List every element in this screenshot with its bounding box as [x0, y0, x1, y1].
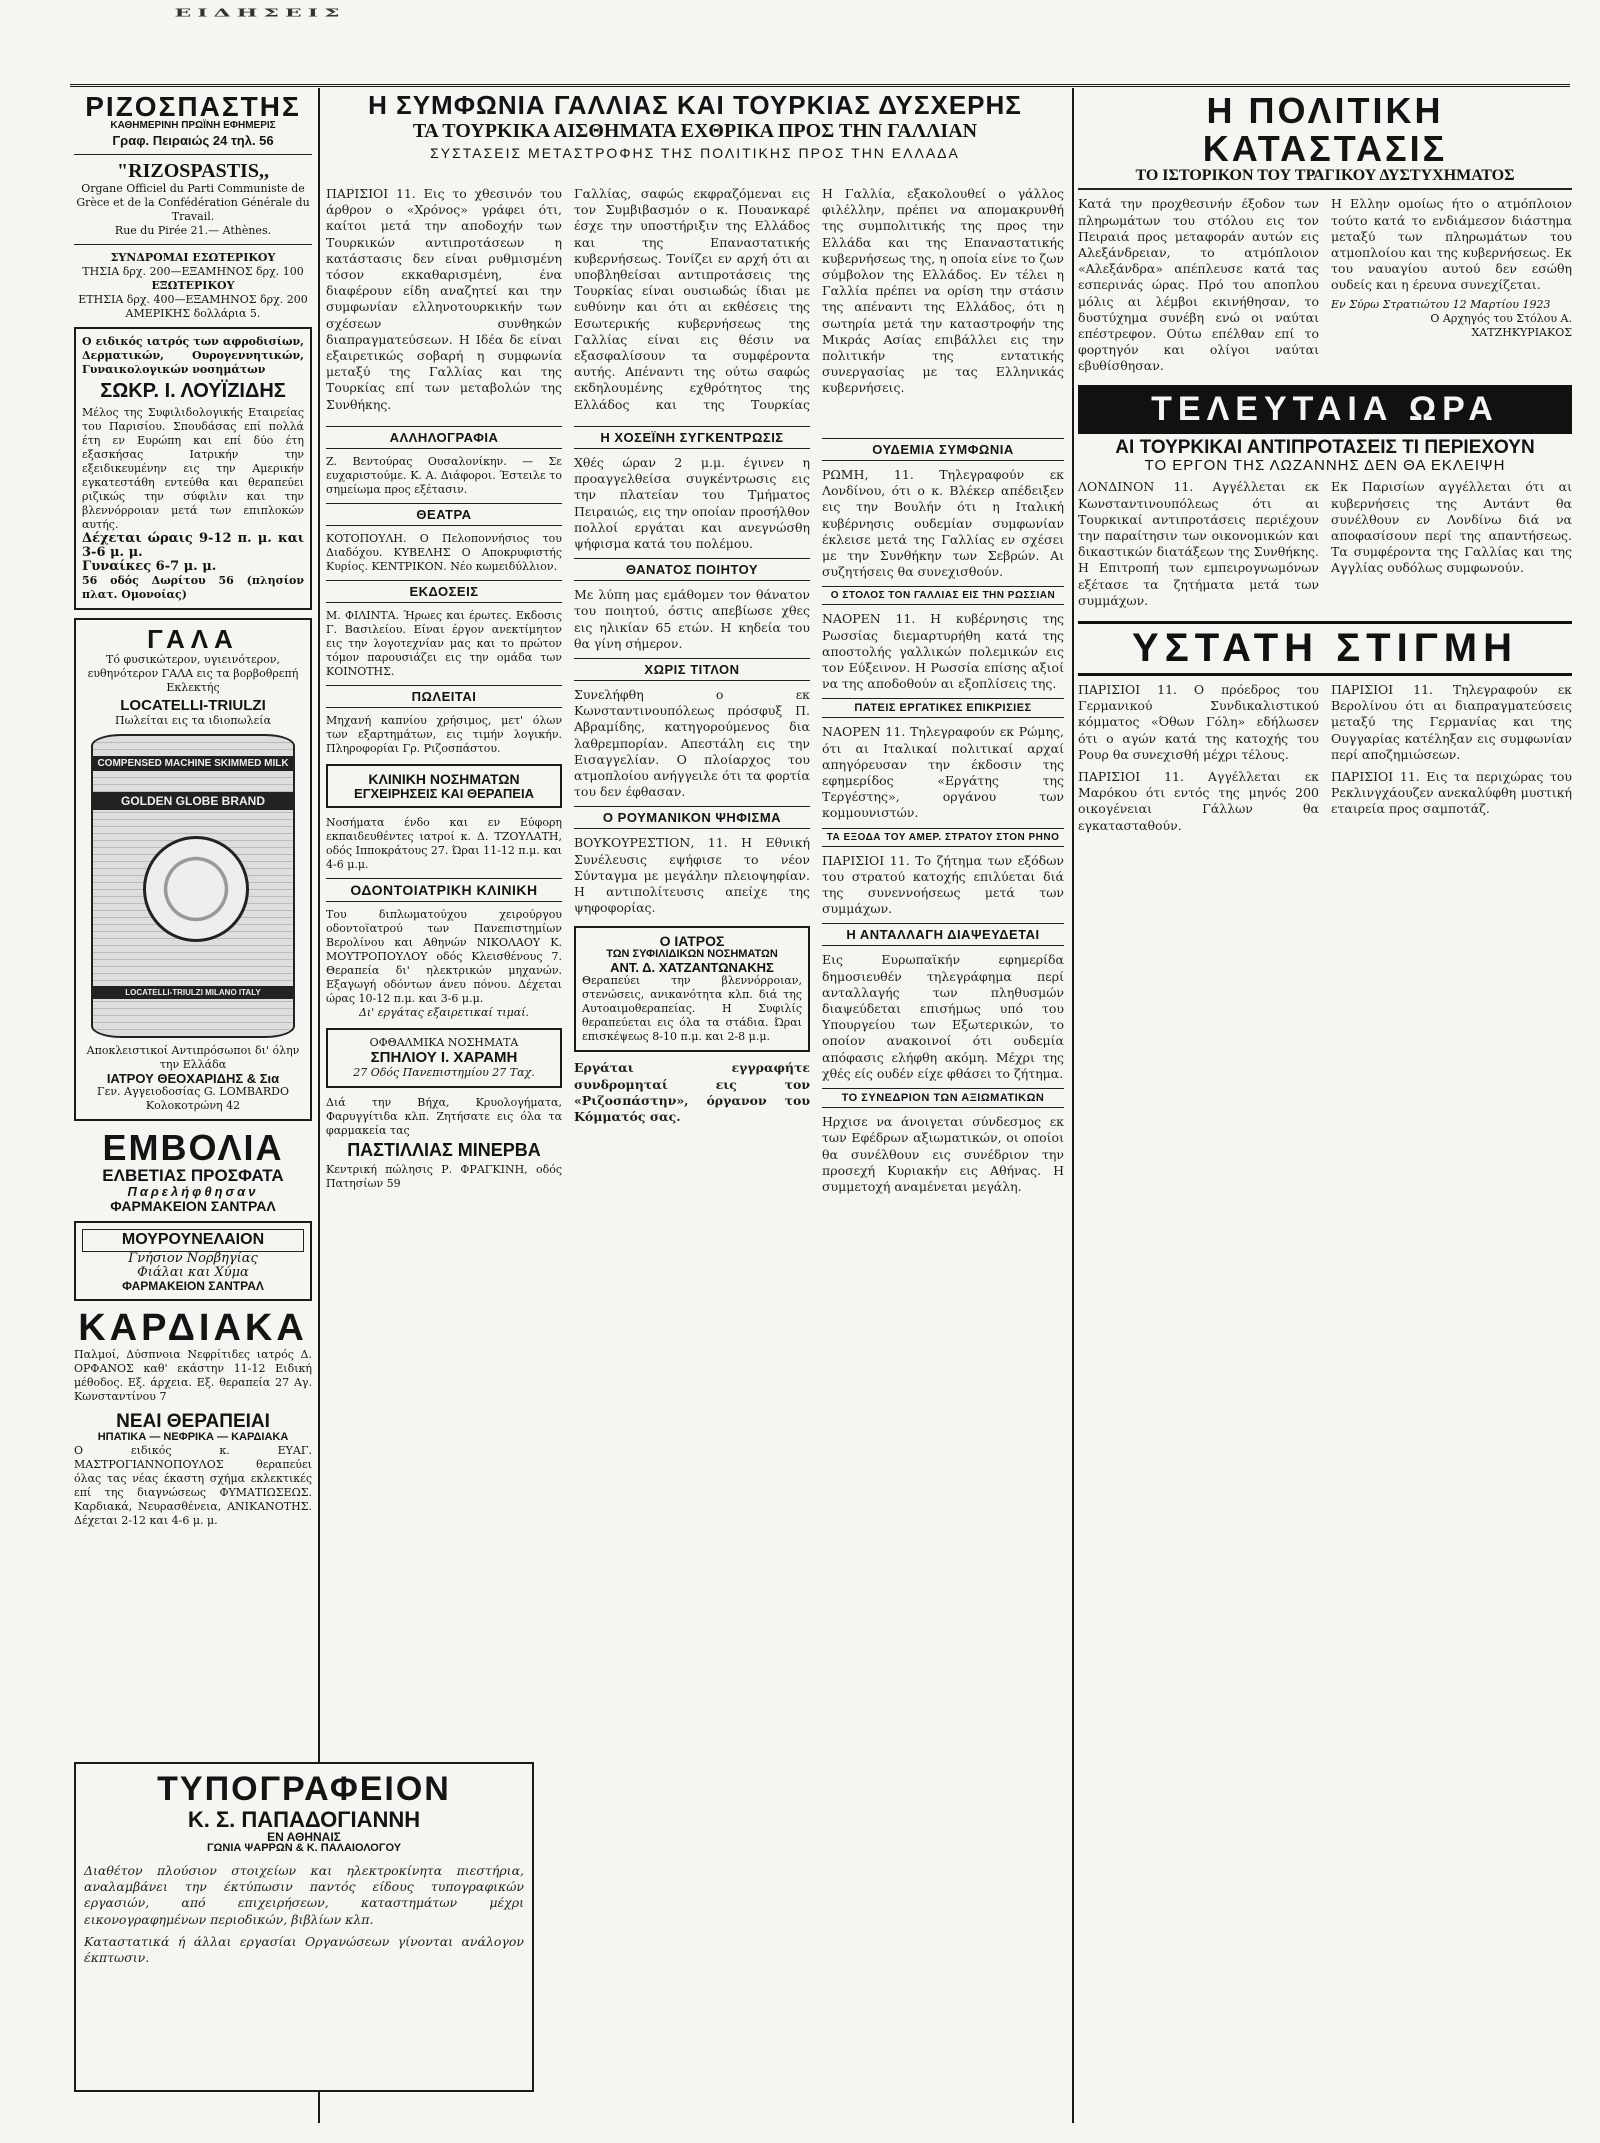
- politics-text-col1: Κατά την προχθεσινήν έξοδον των πληρωμάτων του στόλου εις τον Πειραιά προς μεταφοράν αυτών εις Αλεξάνδρειαν, το ατμόπλοιον «Αλεξάνδρα» απέπλευσε κατά τας εσπερινάς ώρας. Πρό του αποπλου μόλις αι λέμβοι εκινήθησαν, το δυστύχημα συνέβη ενώ οι ναύται επέστρεφον. Ούτω επέλθαν επί το φορτηγόν και ολίγοι ναύται εβυθίσθησαν.: [1078, 196, 1319, 374]
- poleitai-text: Μηχανή καπνίου χρήσιμος, μετ' όλων των εξαρτημάτων, εις τιμήν λογικήν. Πληροφορίαι Γρ. Ριζοσπάστου.: [326, 714, 562, 755]
- mourounelaion-ad: [74, 1221, 312, 1300]
- alilografia-text: Ζ. Βεντούρας Ουσαλονίκην. — Σε ευχαριστούμε. Κ. Α. Διάφοροι. Έστειλε το σημείωμα προς εξέτασιν.: [326, 455, 562, 496]
- doctor-ad: [74, 327, 312, 610]
- typography-footer: Καταστατικά ή άλλαι εργασίαι Οργανώσεων γίνονται ανάλογον έκπτωσιν.: [84, 1933, 524, 1965]
- globe-icon: [143, 836, 249, 942]
- pastilles-title: ΠΑΣΤΙΛΛΙΑΣ ΜΙΝΕΡΒΑ: [347, 1140, 541, 1161]
- section-oudemia: ΟΥΔΕΜΙΑ ΣΥΜΦΩΝΙΑ: [822, 438, 1064, 461]
- section-ekdoseis: ΕΚΔΟΣΕΙΣ: [326, 580, 562, 603]
- synedrion-text: Ηρχισε να άνοιγεται σύνδεσμος εκ των Εφέδρων αξιωματικών, οι οποίοι θα συνέλθουν εις συνέδριον την προσεχή Κυριακήν εις Αθήνας. Η συμμετοχή αναμένεται μεγάλη.: [822, 1114, 1064, 1194]
- kardiaka-text: Παλμοί, Δύσπνοια Νεφρίτιδες ιατρός Δ. ΟΡΦΑΝΟΣ καθ' εκάστην 11-12 Ειδική μέθοδος. Εξ. άρχεια. Εξ. θεραπεία 27 Αγ. Κωνσταντίνου 7: [74, 1348, 312, 1404]
- stolos-text: ΝΑΟΡΕΝ 11. Η κυβέρνησις της Ρωσσίας διεμαρτυρήθη κατά της αποστολής γαλλικών πολεμικών εις τον Εύξεινον. Η Ρωσσία επίσης αξιοί να της αποδοθούν αι εξοπλίσεις της.: [822, 611, 1064, 692]
- ekdoseis-text: Μ. ΦΙΛΙΝΤΑ. Ήρωες και έρωτες. Εκδοσις Γ. Βασιλείου. Είναι έργον ανεκτίμητον εις την λογοτεχνίαν μας και το πρώτον τόμον παρουσιάζει εις την ομάδα των ΚΟΙΝΟΤΗΣ.: [326, 609, 562, 678]
- teleutaia-ora-subtitle-2: ΤΟ ΕΡΓΟΝ ΤΗΣ ΛΩΖΑΝΝΗΣ ΔΕΝ ΘΑ ΕΚΛΕΙΨΗ: [1144, 456, 1506, 474]
- theatra-text: ΚΟΤΟΠΟΥΛΗ. Ο Πελοποννήσιος του Διαδόχου. ΚΥΒΕΛΗΣ Ο Αποκρυφιστής Κυρίος. ΚΕΝΤΡΙΚΟΝ. Νέο κωμειδύλλιον.: [326, 532, 562, 573]
- section-thanatos: ΘΑΝΑΤΟΣ ΠΟΙΗΤΟΥ: [574, 558, 810, 581]
- mourounelaion-title: ΜΟΥΡΟΥΝΕΛΑΙΟΝ: [82, 1229, 304, 1252]
- mourounelaion-subtitle: Γνήσιον Νορβηγίας: [128, 1250, 258, 1266]
- milk-brand: LOCATELLI-TRIULZI: [120, 696, 266, 714]
- paper-address: Γραφ. Πειραιώς 24 τηλ. 56: [112, 132, 274, 148]
- xoris-text: Συνελήφθη ο εκ Κωνσταντινουπόλεως πρόσφυξ Π. Αβραμίδης, κατηγορούμενος δια λαθρεμπορίαν. Απεστάλη εις την Εισαγγελίαν. Ο πλοίαρχος του ατμοπλοίου ανήγγειλε ότι τα φορτία του δεν έφθασαν.: [574, 687, 810, 800]
- column-divider: [1072, 88, 1074, 2123]
- can-label-mid: GOLDEN GLOBE BRAND: [93, 792, 293, 810]
- odonto-text: Του διπλωματούχου χειρούργου οδοντοϊατρού των Πανεπιστημίων Βερολίνου και Αθηνών ΝΙΚΟΛΑΟΥ Κ. ΜΟΥΤΡΟΠΟΥΛΟΥ οδός Κλεισθένους 7. Θεραπεία δι' ηλεκτρικών μηχανών. Εξαγωγή οδόντων άνευ πόνου. Δέχεται ώρας 10-12 π.μ. και 3-6 μ.μ.: [326, 908, 562, 1006]
- embolia-received: Παρελήφθησαν: [127, 1183, 259, 1199]
- antallagh-text: Εις Ευρωπαϊκήν εφημερίδα δημοσιευθέν τηλεγράφημα περί ανταλλαγής των πληθυσμών διαψεύδεται επισήμως υπό του Υπουργείου των Εξωτερικών, το οποίον ανακοινοί ότι ουδεμία απόφασις ελήφθη ακόμη. Μέχρι της χθές είς ουδέν είχε φθάσει το ζήτημα.: [822, 952, 1064, 1081]
- last-news-2: ΠΑΡΙΣΙΟΙ 11. Τηλεγραφούν εκ Βερολίνου ότι αι διαπραγματεύσεις μεταξύ της Γερμανίας και της Ουγγαρίας κατέληξαν εις συμφωνίαν περί αποζημιώσεων.: [1331, 681, 1572, 762]
- typography-address: ΓΩΝΙΑ ΨΑΡΡΩΝ & Κ. ΠΑΛΑΙΟΛΟΓΟΥ: [206, 1842, 402, 1855]
- odonto-footer: Δι' εργάτας εξαιρετικαί τιμαί.: [358, 1006, 530, 1020]
- therapeies-subtitle: ΗΠΑΤΙΚΑ — ΝΕΦΡΙΚΑ — ΚΑΡΔΙΑΚΑ: [97, 1431, 289, 1444]
- typography-text: Διαθέτον πλούσιον στοιχείων και ηλεκτροκίνητα πιεστήρια, αναλαμβάνει την έκτύπωσιν παντός είδους τυπογραφικών εργασιών, από επιχειρήσεων, καταστημάτων μέχρι εικονογραφημένων περιοδικών, βιβλίων κλπ.: [84, 1862, 524, 1927]
- subscriptions-line: ΕΞΩΤΕΡΙΚΟΥ: [151, 278, 235, 292]
- main-headline-2: ΤΑ ΤΟΥΡΚΙΚΑ ΑΙΣΘΗΜΑΤΑ ΕΧΘΡΙΚΑ ΠΡΟΣ ΤΗΝ ΓΑΛΛΙΑΝ: [412, 120, 978, 143]
- latin-description: Organe Officiel du Parti Communiste de Grèce et de la Confédération Générale du Travail.: [76, 181, 310, 223]
- main-headline-block: [324, 92, 1066, 161]
- teleutaia-ora-subtitle: ΑΙ ΤΟΥΡΚΙΚΑΙ ΑΝΤΙΠΡΟΤΑΣΕΙΣ ΤΙ ΠΕΡΙΕΧΟΥΝ: [1115, 436, 1535, 458]
- subscriptions-line: ΤΗΣΙΑ δρχ. 200—ΕΞΑΜΗΝΟΣ δρχ. 100: [82, 264, 304, 278]
- main-headline: Η ΣΥΜΦΩΝΙΑ ΓΑΛΛΙΑΣ ΚΑΙ ΤΟΥΡΚΙΑΣ ΔΥΣΧΕΡΗΣ: [368, 90, 1022, 120]
- middle-left-column: [326, 420, 562, 2121]
- doctor-address: 56 οδός Δωρίτου 56 (πλησίον πλατ. Ομονοίας): [82, 573, 304, 601]
- mourounelaion-subtitle2: Φιάλαι και Χύμα: [137, 1264, 249, 1280]
- embolia-subtitle: ΕΛΒΕΤΙΑΣ ΠΡΟΣΦΑΤΑ: [102, 1166, 284, 1186]
- main-story-col2: Γαλλίας, σαφώς εκφραζόμεναι εις τον Συμβιβασμόν ο κ. Πουανκαρέ έσχε την υποστήριξιν της Ελλάδος και της Επαναστατικής κυβερνήσεως. Τονίζει εν αρχή ότι αι υποβληθείσαι αντιπροτάσεις της Τουρκίας είναι ουσιωδώς ίδιαι με ευθύνην και ότι αι εκθέσεις της Εσωτερικής κυβερνήσεως της Γαλλίας είναι εις θέσιν να εξασφαλίσουν τα συμφέροντα αυτής. Απέναντι της ούτω σαφώς εκδηλουμένης εχθρότητος της Ελλάδος και της Τουρκίας: [574, 186, 810, 412]
- thanatos-text: Με λύπη μας εμάθομεν τον θάνατον του ποιητού, όστις απεβίωσε χθες εις ηλικίαν 65 ετών. Η κηδεία του θα γίνη σήμερον.: [574, 587, 810, 651]
- politics-subheadline: ΤΟ ΙΣΤΟΡΙΚΟΝ ΤΟΥ ΤΡΑΓΙΚΟΥ ΔΥΣΤΥΧΗΜΑΤΟΣ: [1078, 168, 1572, 191]
- typography-title: ΤΥΠΟΓΡΑΦΕΙΟΝ: [157, 1770, 451, 1808]
- embolia-pharmacy: ΦΑΡΜΑΚΕΙΟΝ ΣΑΝΤΡΑΛ: [110, 1197, 276, 1214]
- milk-title: ΓΑΛΑ: [147, 623, 239, 654]
- last-news-3: ΠΑΡΙΣΙΟΙ 11. Εις τα περιχώρας του Ρεκλινγχάουζεν ανεκαλύφθη μυστική εταιρεία προς σαμποτάζ.: [1331, 768, 1572, 817]
- last-news-4: ΠΑΡΙΣΙΟΙ 11. Αγγέλλεται εκ Μαρόκου ότι εντός της μηνός 200 οικογένειαι Γάλλων θα εγκατασταθούν.: [1078, 768, 1319, 833]
- section-roumaniko: Ο ΡΟΥΜΑΝΙΚΟΝ ΨΗΦΙΣΜΑ: [574, 806, 810, 829]
- can-label-top: COMPENSED MACHINE SKIMMED MILK: [93, 756, 293, 771]
- pastilles-intro: Διά την Βήχα, Κρυολογήματα, Φαρυγγίτιδα κλπ. Ζητήσατε εις όλα τα φαρμακεία τας: [326, 1096, 562, 1138]
- iatros-subtitle: ΤΩΝ ΣΥΦΙΛΙΔΙΚΩΝ ΝΟΣΗΜΑΤΩΝ: [606, 948, 778, 961]
- section-ergatai: ΠΑΤΕΙΣ ΕΡΓΑΤΙΚΕΣ ΕΠΙΚΡΙΣΙΕΣ: [822, 698, 1064, 718]
- right-column: [1078, 92, 1572, 2121]
- latin-name: "RIZOSPASTIS,,: [117, 159, 269, 182]
- embolia-title: ΕΜΒΟΛΙΑ: [102, 1127, 284, 1169]
- section-xoris: ΧΩΡΙΣ ΤΙΤΛΟΝ: [574, 658, 810, 681]
- clinic-ad: [326, 764, 562, 808]
- section-theatra: ΘΕΑΤΡΑ: [326, 503, 562, 526]
- odonto-title: ΟΔΟΝΤΟΙΑΤΡΙΚΗ ΚΛΙΝΙΚΗ: [326, 878, 562, 902]
- milk-text: Τό φυσικώτερον, υγιεινότερον, ευθηνότερον ΓΑΛΑ εις τα βορβοθρεπή Εκλεκτής: [87, 652, 299, 694]
- main-story-col3: Η Γαλλία, εξακολουθεί ο γάλλος φιλέλλην, πρέπει να απομακρυνθή της συμπολιτικής της προς την Ελλάδα και της Επαναστατικής κυβερνήσεως της, η οποία είνε το ζων σύμβολον της Ελλάδος. Εν τέλει η Γαλλία πρέπει να ορίση την στάσιν της απέναντι της Ελλάδος, ότι η σωτηρία μετά την καταστροφήν της Μικράς Ασίας επιβάλλει εις την πολιτικήν της εντατικής συνεργασίας με τας Ελληνικάς κυβερνήσεις.: [822, 186, 1064, 396]
- therapeies-title: ΝΕΑΙ ΘΕΡΑΠΕΙΑΙ: [116, 1411, 270, 1433]
- ystati-stigmi-banner: ΥΣΤΑΤΗ ΣΤΙΓΜΗ: [1078, 621, 1572, 676]
- clinic-title: ΚΛΙΝΙΚΗ ΝΟΣΗΜΑΤΩΝ: [368, 771, 520, 787]
- kardiaka-title: ΚΑΡΔΙΑΚΑ: [78, 1306, 308, 1349]
- late-news-col1: ΛΟΝΔΙΝΟΝ 11. Αγγέλλεται εκ Κωνσταντινουπόλεως ότι αι Τουρκικαί αντιπροτάσεις περιέχουν την παραίτησιν των οικονομικών και δικαστικών διατάξεων της Συνθήκης. Η Επιτροπή των εμπειρογνωμόνων εξέτασε τα ζητήματα μετά των συμμάχων.: [1078, 479, 1319, 608]
- doctor-intro: Ο ειδικός ιατρός των αφροδισίων, Δερματικών, Ουρογεννητικών, Γυναικολογικών νοσημάτων: [82, 334, 304, 376]
- subscriptions-title: ΣΥΝΔΡΟΜΑΙ ΕΣΩΤΕΡΙΚΟΥ: [110, 250, 276, 264]
- clinic-subtitle: ΕΓΧΕΙΡΗΣΕΙΣ ΚΑΙ ΘΕΡΑΠΕΙΑ: [354, 785, 534, 801]
- doctor-hours: Δέχεται ώραις 9-12 π. μ. και 3-6 μ. μ.: [82, 530, 304, 560]
- roumaniko-text: ΒΟΥΚΟΥΡΕΣΤΙΟΝ, 11. Η Εθνική Συνέλευσις εψήφισε το νέον Σύνταγμα με μεγάλην πλειοψηφίαν. Η αντιπολίτευσις απείχε της ψηφοφορίας.: [574, 835, 810, 916]
- paper-name: ΡΙΖΟΣΠΑΣΤΗΣ: [85, 92, 301, 122]
- middle-center-column: [574, 420, 810, 2121]
- milk-ad: [74, 618, 312, 1122]
- ophthalmology-title: ΟΦΘΑΛΜΙΚΑ ΝΟΣΗΜΑΤΑ: [369, 1036, 519, 1050]
- milk-subtext: Πωλείται εις τα ιδιοπωλεία: [114, 713, 272, 727]
- section-synedrion: ΤΟ ΣΥΝΕΔΡΙΟΝ ΤΩΝ ΑΞΙΩΜΑΤΙΚΩΝ: [822, 1088, 1064, 1108]
- politics-signature-date: Εν Σύρω Στρατιώτου 12 Μαρτίου 1923: [1331, 297, 1551, 311]
- iatros-name: ΑΝΤ. Δ. ΧΑΤΖΑΝΤΩΝΑΚΗΣ: [610, 959, 774, 975]
- middle-right-column: [822, 432, 1064, 2121]
- subscriptions-line: ΑΜΕΡΙΚΗΣ δολλάρια 5.: [125, 306, 261, 320]
- last-news-1: ΠΑΡΙΣΙΟΙ 11. Ο πρόεδρος του Γερμανικού Συνδικαλιστικού κόμματος «Όθων Γόλη» εδήλωσεν ότι ο αγών κατά της κατοχής του Ρουρ θα συνεχισθή μέχρι τέλους.: [1078, 681, 1319, 762]
- exoda-text: ΠΑΡΙΣΙΟΙ 11. Το ζήτημα των εξόδων του στρατού κατοχής επιλύεται διά της συνεννοήσεως μετά των συμμάχων.: [822, 852, 1064, 917]
- milk-agent: Αποκλειστικοί Αντιπρόσωποι δι' όλην την Ελλάδα: [86, 1043, 300, 1071]
- section-alilografia: ΑΛΛΗΛΟΓΡΑΦΙΑ: [326, 426, 562, 449]
- mourounelaion-pharmacy: ΦΑΡΜΑΚΕΙΟΝ ΣΑΝΤΡΑΛ: [122, 1278, 264, 1293]
- section-stolos: Ο ΣΤΟΛΟΣ ΤΟΝ ΓΑΛΛΙΑΣ ΕΙΣ ΤΗΝ ΡΩΣΣΙΑΝ: [822, 586, 1064, 605]
- therapeies-text: Ο ειδικός κ. ΕΥΑΓ. ΜΑΣΤΡΟΓΙΑΝΝΟΠΟΥΛΟΣ θεραπεύει όλας τας νέας έκαστη σχήμα εκλεκτικές επί της διαγνώσεως ΦΥΜΑΤΙΩΣΕΩΣ. Καρδιακά, Νευρασθένεια, ΑΝΙΚΑΝΟΤΗΣ. Δέχεται 2-12 και 4-6 μ. μ.: [74, 1443, 312, 1527]
- doctor-women-hours: Γυναίκες 6-7 μ. μ.: [82, 558, 217, 574]
- pastilles-footer: Κεντρική πώλησις Ρ. ΦΡΑΓΚΙΝΗ, οδός Πατησίων 59: [326, 1162, 562, 1190]
- latin-address: Rue du Pirée 21.— Athènes.: [114, 223, 272, 237]
- milk-agent-name: ΙΑΤΡΟΥ ΘΕΟΧΑΡΙΔΗΣ & Σια: [106, 1070, 280, 1086]
- milk-agent-address: Γεν. Αγγειοδοσίας G. LOMBARDO Κολοκοτρώνη 42: [96, 1085, 289, 1113]
- main-headline-3: ΣΥΣΤΑΣΕΙΣ ΜΕΤΑΣΤΡΟΦΗΣ ΤΗΣ ΠΟΛΙΤΙΚΗΣ ΠΡΟΣ ΤΗΝ ΕΛΛΑΔΑ: [430, 145, 960, 162]
- clinic-text: Νοσήματα ένδο και εν Εύφορη εκπαιδευθέντες ιατροί κ. Δ. ΤΖΟΥΛΑΤΗ, οδός Ιπποκράτους 27. Ώραι 11-12 π.μ. και 4-6 μ.μ.: [326, 816, 562, 872]
- politics-text-col2: Η Ελλην ομοίως ήτο ο ατμόπλοιον τούτο κατά το ενδιάμεσον διάστημα μεταξύ των πληρωμάτων του ατμοπλοίου και της κυβερνήσεως. Εκ του ναυαγίου αυτού δεν εσώθη ουδείς και η έρευνα συνεχίζεται.: [1331, 196, 1572, 293]
- section-antallagh: Η ΑΝΤΑΛΛΑΓΗ ΔΙΑΨΕΥΔΕΤΑΙ: [822, 923, 1064, 946]
- ophthalmology-ad: [326, 1028, 562, 1088]
- masthead: ΕΙΔΗΣΕΙΣ: [174, 6, 346, 20]
- doctor-text: Μέλος της Συφιλιδολογικής Εταιρείας του Παρισίου. Σπουδάσας επί πολλά έτη εν Ευρώπη και επί δύο έτη εξασκήσας Ιατρικήν την εξειδικευμένην εις την Αμερικήν εγκατεστάθη εντεύθα και θεραπεύει ριζικώς την σύφιλιν και την βλεννόρροιαν μετά των επιπλοκών αυτής.: [82, 405, 304, 531]
- ergatai-text: ΝΑΟΡΕΝ 11. Τηλεγραφούν εκ Ρώμης, ότι αι Ιταλικαί πολιτικαί αρχαί απηγόρευσαν την έκδοσιν της εφημερίδος «Εργάτης της Τεργέστης», οργάνου των κομμουνιστών.: [822, 724, 1064, 821]
- section-exoda: ΤΑ ΕΞΟΔΑ ΤΟΥ ΑΜΕΡ. ΣΤΡΑΤΟΥ ΣΤΟΝ ΡΗΝΟ: [822, 828, 1064, 847]
- subscriptions-line: ΕΤΗΣΙΑ δρχ. 400—ΕΞΑΜΗΝΟΣ δρχ. 200: [78, 292, 308, 306]
- ophthalmology-name: ΣΠΗΛΙΟΥ Ι. ΧΑΡΑΜΗ: [370, 1049, 518, 1067]
- main-story-col1: ΠΑΡΙΣΙΟΙ 11. Εις το χθεσινόν του άρθρον ο «Χρόνος» γράφει ότι, καίτοι μετά την αποδοχήν των Τουρκικών αντιπροτάσεων η κατάστασις δεν είναι ρυθμισμένη τόσον εκκαθαρισμένη, ένα διαφέρουν είδη αναζητεί και την συμφωνίαν ελληνοτουρκικήν των σχέσεων συνθηκών διαπραγματεύσεων. Η Ιδέα δε είναι εξαιρετικώς σοβαρή η συμφωνία μεταξύ της Γαλλίας και της Τουρκίας επί των μεταβολών της Συνθήκης.: [326, 186, 562, 412]
- politics-headline: Η ΠΟΛΙΤΙΚΗ ΚΑΤΑΣΤΑΣΙΣ: [1202, 92, 1448, 169]
- typography-name: Κ. Σ. ΠΑΠΑΔΟΓΙΑΝΝΗ: [187, 1806, 421, 1832]
- iatros-ad: [574, 926, 810, 1052]
- top-rule: [70, 84, 1570, 87]
- paper-subtitle: ΚΑΘΗΜΕΡΙΝΗ ΠΡΩΪΝΗ ΕΦΗΜΕΡΙΣ: [110, 120, 276, 132]
- ergatai-notice: Εργάται εγγραφήτε συνδρομηταί εις τον «Ριζοσπάστην», όργανον του Κόμματός σας.: [574, 1060, 810, 1124]
- oudemia-text: ΡΩΜΗ, 11. Τηλεγραφούν εκ Λονδίνου, ότι ο κ. Βλέκερ απέδειξεν εις την Βουλήν ότι η Ιταλική κυβέρνησις ουδεμίαν συμφωνίαν έκλεισε μετά της Γαλλίας εν σχέσει με την Συνθήκην των Σεβρών. Αι συζητήσεις θα συνεχισθούν.: [822, 467, 1064, 580]
- section-poleitai: ΠΩΛΕΙΤΑΙ: [326, 685, 562, 708]
- can-label-bottom: LOCATELLI-TRIULZI MILANO ITALY: [93, 986, 293, 999]
- section-hoseini: Η ΧΟΣΕΪΝΗ ΣΥΓΚΕΝΤΡΩΣΙΣ: [574, 426, 810, 449]
- iatros-text: Θεραπεύει την βλεννόρροιαν, στενώσεις, ανικανότητα κλπ. διά της Αυτοαιμοθεραπείας. Η Συφιλίς θεραπεύεται εις όλα τα στάδια. Ώραι επισκέψεως 8-10 π.μ. και 2-8 μ.μ.: [582, 974, 802, 1044]
- late-news-col2: Εκ Παρισίων αγγέλλεται ότι αι κυβερνήσεις της Αντάντ θα συνέλθουν εν Λονδίνω διά να αποφασίσουν περί της απαντήσεως. Τα συμφέροντα της Γαλλίας και της Αγγλίας ουδόλως συμφωνούν.: [1331, 479, 1572, 576]
- hoseini-text: Χθές ώραν 2 μ.μ. έγινεν η προαγγελθείσα συγκέντρωσις εις την πλατείαν του Τμήματος Πειραιώς, εις την οποίαν προσήλθον πολλοί εργάται και ανεγνώσθη ψήφισμα κατά του πολέμου.: [574, 455, 810, 552]
- ophthalmology-address: 27 Οδός Πανεπιστημίου 27 Ταχ.: [353, 1066, 535, 1080]
- milk-can-image: [91, 734, 295, 1038]
- doctor-name: ΣΩΚΡ. Ι. ΛΟΥΪΖΙΔΗΣ: [100, 379, 286, 402]
- typography-city: ΕΝ ΑΘΗΝΑΙΣ: [267, 1829, 341, 1844]
- iatros-title: Ο ΙΑΤΡΟΣ: [659, 933, 725, 950]
- teleutaia-ora-banner: ΤΕΛΕΥΤΑΙΑ ΩΡΑ: [1078, 385, 1572, 434]
- politics-signature: Ο Αρχηγός του Στόλου Α. ΧΑΤΖΗΚΥΡΙΑΚΟΣ: [1430, 311, 1572, 339]
